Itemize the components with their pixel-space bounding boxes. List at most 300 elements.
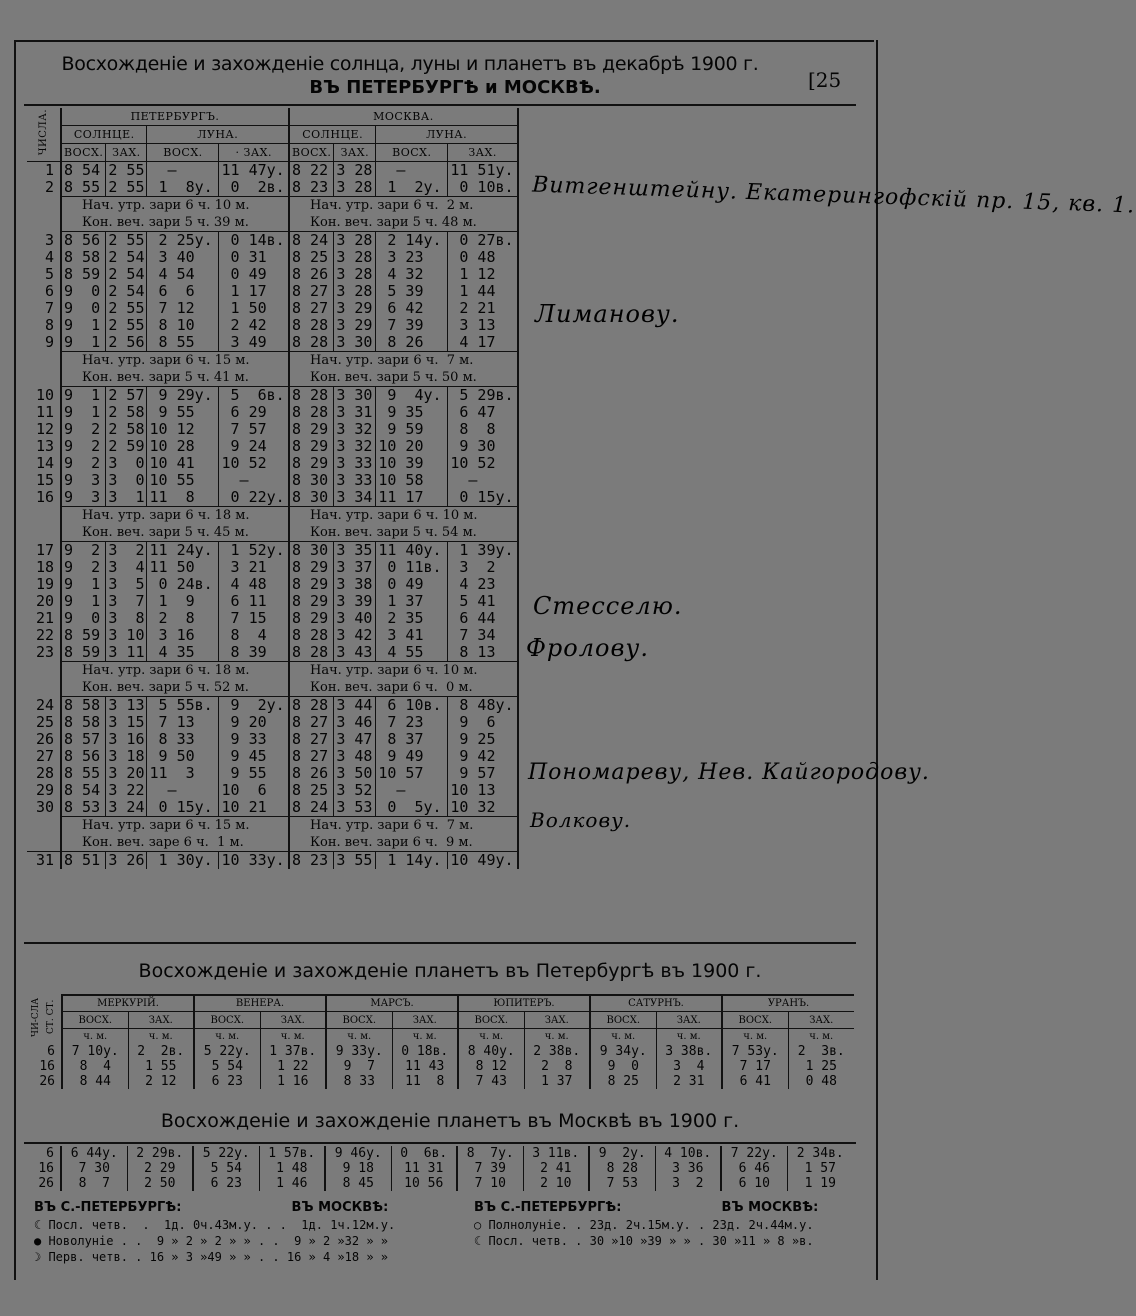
sun-header-spb: СОЛНЦЕ. <box>61 126 147 144</box>
sunset-spb: 2 55 <box>106 317 147 334</box>
day-cell: 9 <box>27 334 61 352</box>
planet-time-cell: 1 57в. <box>259 1146 325 1161</box>
moonset-spb: 2 42 <box>219 317 289 334</box>
rise-header: ВОСХ. <box>194 1012 260 1028</box>
planet-day-cell: 16 <box>27 1059 62 1074</box>
sunrise-moscow: 8 29 <box>289 421 334 438</box>
units-label: ч. м. <box>194 1028 260 1044</box>
moonrise-spb: — <box>147 162 219 180</box>
planet-header: ВЕНЕРА. <box>194 995 326 1012</box>
planet-time-cell: 8 12 <box>458 1059 524 1074</box>
sunset-spb: 2 54 <box>106 249 147 266</box>
moonrise-spb: 1 9 <box>147 593 219 610</box>
sunrise-spb: 9 1 <box>64 386 101 404</box>
moonset-spb: 1 52у. <box>219 542 289 560</box>
sunset-moscow: 3 44 <box>334 697 376 715</box>
sunrise-moscow: 8 28 <box>289 404 334 421</box>
planet-time-cell: 3 11в. <box>523 1146 589 1161</box>
day-cell: 19 <box>27 576 61 593</box>
planet-time-cell: 0 6в. <box>391 1146 457 1161</box>
planet-time-cell: 9 2у. <box>589 1146 655 1161</box>
table-row <box>27 249 518 266</box>
dawn-text-moscow: Кон. веч. зари 5 ч. 50 м. <box>289 369 518 387</box>
planet-time-cell: 1 19 <box>787 1176 853 1191</box>
day-cell <box>27 197 61 215</box>
units-label: ч. м. <box>260 1028 326 1044</box>
moonrise-moscow: 9 4у. <box>376 387 448 405</box>
day-cell: 20 <box>27 593 61 610</box>
sunset-spb: 2 54 <box>106 283 147 300</box>
moonset-spb: — <box>219 472 289 489</box>
moonset-spb: 9 33 <box>219 731 289 748</box>
sunrise-moscow: 8 27 <box>289 300 334 317</box>
handwritten-note: Фролову. <box>526 634 649 662</box>
planet-time-cell: 11 8 <box>392 1074 458 1089</box>
dawn-text-moscow: Кон. веч. зари 5 ч. 48 м. <box>289 214 518 232</box>
sunset-moscow: 3 37 <box>334 559 376 576</box>
moon-header-moscow: ЛУНА. <box>376 126 518 144</box>
planet-time-cell: 7 53 <box>589 1176 655 1191</box>
sunset-moscow: 3 28 <box>334 249 376 266</box>
set-header: ЗАХ. <box>128 1012 194 1028</box>
table-row <box>27 593 518 610</box>
planet-time-cell: 7 10у. <box>71 1044 119 1059</box>
sunrise-spb: 9 3 <box>64 488 101 506</box>
moonset-moscow: 8 13 <box>448 644 518 662</box>
sunset-spb: 3 10 <box>106 627 147 644</box>
moonrise-moscow: 4 55 <box>376 644 448 662</box>
table-row <box>27 748 518 765</box>
planet-time-cell: 4 10в. <box>655 1146 721 1161</box>
moonset-spb: 9 24 <box>219 438 289 455</box>
planet-time-cell: 1 57 <box>787 1161 853 1176</box>
sunrise-moscow: 8 28 <box>289 627 334 644</box>
planet-time-cell: 1 48 <box>259 1161 325 1176</box>
handwritten-note: Стесселю. <box>533 592 683 620</box>
sunrise-spb: 8 59 <box>64 643 101 661</box>
dawn-text-spb: Нач. утр. зари 6 ч. 15 м. <box>61 817 289 835</box>
moonrise-moscow: 7 23 <box>376 714 448 731</box>
dawn-text-moscow: Нач. утр. зари 6 ч. 10 м. <box>289 507 518 525</box>
day-cell: 31 <box>27 852 61 870</box>
moonrise-spb: 0 24в. <box>147 576 219 593</box>
moonrise-spb: 2 25у. <box>147 232 219 250</box>
day-cell: 3 <box>27 232 61 250</box>
planet-row <box>27 1146 853 1161</box>
table-row <box>27 489 518 507</box>
moonrise-spb: 10 28 <box>147 438 219 455</box>
sunset-moscow: 3 29 <box>334 300 376 317</box>
page-title: Восхожденіе и захожденіе солнца, луны и планетъ въ декабрѣ 1900 г. <box>61 53 759 75</box>
day-cell: 14 <box>27 455 61 472</box>
planet-time-cell: 2 29в. <box>127 1146 193 1161</box>
planet-time-cell: 2 31 <box>656 1074 722 1089</box>
planet-time-cell: 2 12 <box>128 1074 194 1089</box>
day-cell: 28 <box>27 765 61 782</box>
moonrise-spb: 10 55 <box>147 472 219 489</box>
handwritten-note: Пономареву, Нев. Кайгородову. <box>528 760 930 785</box>
moonset-moscow: 9 30 <box>448 438 518 455</box>
dawn-row <box>27 352 518 370</box>
sunset-spb: 3 22 <box>106 782 147 799</box>
sunrise-spb: 8 58 <box>64 696 101 714</box>
planet-time-cell: 2 38в. <box>524 1044 590 1059</box>
planet-time-cell: 9 18 <box>325 1161 391 1176</box>
sunset-spb: 2 57 <box>106 387 147 405</box>
moonrise-spb: 4 54 <box>147 266 219 283</box>
sunset-spb: 2 55 <box>106 179 147 197</box>
sunrise-spb: 8 58 <box>64 713 101 731</box>
sunrise-spb: 8 55 <box>64 764 101 782</box>
phases-header: ВЪ С.-ПЕТЕРБУРГѢ: ВЪ МОСКВѢ: <box>34 1200 389 1215</box>
sunrise-moscow: 8 27 <box>289 731 334 748</box>
dawn-text-spb: Нач. утр. зари 6 ч. 15 м. <box>61 352 289 370</box>
handwritten-note: Витгенштейну. Екатерингофскій пр. 15, кв. 1. <box>531 172 1136 219</box>
section-rule <box>24 942 856 944</box>
sunset-moscow: 3 28 <box>334 179 376 197</box>
planet-time-cell: 0 18в. <box>392 1044 458 1059</box>
moonset-spb: 9 20 <box>219 714 289 731</box>
planet-time-cell: 2 8 <box>524 1059 590 1074</box>
table-row <box>27 644 518 662</box>
moonrise-moscow: 6 42 <box>376 300 448 317</box>
planet-time-cell: 2 3в. <box>788 1044 854 1059</box>
planet-time-cell: 1 22 <box>260 1059 326 1074</box>
day-cell: 12 <box>27 421 61 438</box>
moonrise-spb: — <box>147 782 219 799</box>
planet-time-cell: 9 0 <box>590 1059 656 1074</box>
planet-time-cell: 6 10 <box>721 1176 787 1191</box>
sunset-moscow: 3 40 <box>334 610 376 627</box>
day-cell: 2 <box>27 179 61 197</box>
dawn-text-moscow: Кон. веч. зари 5 ч. 54 м. <box>289 524 518 542</box>
moonrise-moscow: 2 14у. <box>376 232 448 250</box>
dawn-text-moscow: Нач. утр. зари 6 ч. 7 м. <box>289 352 518 370</box>
dawn-text-spb: Нач. утр. зари 6 ч. 18 м. <box>61 662 289 680</box>
dawn-row <box>27 817 518 835</box>
sunset-spb: 2 55 <box>106 232 147 250</box>
moonset-spb: 11 47у. <box>219 162 289 180</box>
rise-header: ВОСХ. <box>458 1012 524 1028</box>
day-cell: 22 <box>27 627 61 644</box>
table-row <box>27 317 518 334</box>
moonrise-spb: 1 8у. <box>147 179 219 197</box>
sunset-moscow: 3 28 <box>334 232 376 250</box>
sunrise-spb: 9 1 <box>64 575 101 593</box>
units-label: ч. м. <box>326 1028 392 1044</box>
sunrise-spb: 8 58 <box>64 248 101 266</box>
table-row <box>27 697 518 715</box>
day-cell: 18 <box>27 559 61 576</box>
handwritten-note: Волкову. <box>530 808 632 832</box>
planet-time-cell: 0 48 <box>788 1074 854 1089</box>
planet-time-cell: 8 7 <box>78 1176 110 1191</box>
sun-moon-table <box>27 108 519 869</box>
moonset-spb: 0 49 <box>219 266 289 283</box>
sunset-spb: 3 1 <box>106 489 147 507</box>
table-row <box>27 421 518 438</box>
day-cell: 4 <box>27 249 61 266</box>
sunset-spb: 3 13 <box>106 697 147 715</box>
handwritten-note: Лиманову. <box>535 300 680 328</box>
planet-time-cell: 2 50 <box>127 1176 193 1191</box>
moonset-moscow: 10 49у. <box>448 852 518 870</box>
dawn-row <box>27 197 518 215</box>
day-cell: 15 <box>27 472 61 489</box>
sunrise-moscow: 8 24 <box>289 799 334 817</box>
moonset-spb: 7 15 <box>219 610 289 627</box>
table-row <box>27 232 518 250</box>
table-row <box>27 576 518 593</box>
sunrise-moscow: 8 22 <box>289 162 334 180</box>
moonset-moscow: 1 39у. <box>448 542 518 560</box>
moonset-moscow: 7 34 <box>448 627 518 644</box>
sunrise-spb: 9 2 <box>64 541 101 559</box>
sunrise-spb: 9 0 <box>64 282 101 300</box>
set-header: ЗАХ. <box>448 144 518 162</box>
sunrise-spb: 9 2 <box>64 454 101 472</box>
rise-header: ВОСХ. <box>61 144 106 162</box>
planet-time-cell: 7 17 <box>722 1059 788 1074</box>
day-cell: 13 <box>27 438 61 455</box>
sunset-spb: 2 56 <box>106 334 147 352</box>
phase-row: ○ Полнолуніе. . 23д. 2ч.15м.у. . 23д. 2ч.44м.у. <box>474 1218 814 1232</box>
planet-time-cell: 5 54 <box>193 1161 259 1176</box>
planet-time-cell: 6 44у. <box>70 1146 118 1161</box>
moonrise-moscow: 3 41 <box>376 627 448 644</box>
sunset-moscow: 3 55 <box>334 852 376 870</box>
day-cell: 7 <box>27 300 61 317</box>
day-cell <box>27 214 61 232</box>
table-row <box>27 799 518 817</box>
moonset-spb: 0 31 <box>219 249 289 266</box>
moonset-moscow: 6 47 <box>448 404 518 421</box>
table-row <box>27 559 518 576</box>
planet-time-cell: 7 39 <box>457 1161 523 1176</box>
day-cell <box>27 817 61 835</box>
sunrise-spb: 9 2 <box>64 558 101 576</box>
moonrise-moscow: 11 17 <box>376 489 448 507</box>
sunrise-spb: 8 54 <box>64 781 101 799</box>
dawn-row <box>27 507 518 525</box>
sunset-moscow: 3 48 <box>334 748 376 765</box>
moscow-table-rule <box>24 1142 856 1144</box>
moonset-spb: 8 4 <box>219 627 289 644</box>
table-row <box>27 266 518 283</box>
table-row <box>27 542 518 560</box>
day-cell: 25 <box>27 714 61 731</box>
set-header: ЗАХ. <box>106 144 147 162</box>
dawn-text-spb: Кон. веч. зари 5 ч. 41 м. <box>61 369 289 387</box>
moonrise-moscow: 10 39 <box>376 455 448 472</box>
sunset-spb: 3 26 <box>106 852 147 870</box>
planet-day-cell: 6 <box>27 1146 61 1161</box>
day-cell: 5 <box>27 266 61 283</box>
day-cell: 24 <box>27 697 61 715</box>
sunset-moscow: 3 46 <box>334 714 376 731</box>
planet-day-cell: 26 <box>27 1176 61 1191</box>
moonset-spb: 6 29 <box>219 404 289 421</box>
moonrise-moscow: 6 10в. <box>376 697 448 715</box>
moon-header-spb: ЛУНА. <box>147 126 289 144</box>
table-row <box>27 387 518 405</box>
moonset-moscow: 10 52 <box>448 455 518 472</box>
units-label: ч. м. <box>722 1028 788 1044</box>
planet-time-cell: 8 28 <box>589 1161 655 1176</box>
planet-time-cell: 6 46 <box>721 1161 787 1176</box>
moonrise-spb: 11 24у. <box>147 542 219 560</box>
sunset-moscow: 3 29 <box>334 317 376 334</box>
table-row <box>27 455 518 472</box>
page-number: [25 <box>808 68 842 92</box>
city-header-spb: ПЕТЕРБУРГЪ. <box>61 108 289 126</box>
dawn-text-spb: Кон. веч. заре 6 ч. 1 м. <box>61 834 289 852</box>
sunrise-moscow: 8 30 <box>289 489 334 507</box>
sunset-moscow: 3 28 <box>334 266 376 283</box>
phase-row: ☾ Посл. четв. . 1д. 0ч.43м.у. . . 1д. 1ч.12м.у. <box>34 1218 396 1232</box>
units-label: ч. м. <box>788 1028 854 1044</box>
moonrise-spb: 7 12 <box>147 300 219 317</box>
dawn-text-spb: Нач. утр. зари 6 ч. 10 м. <box>61 197 289 215</box>
dawn-text-moscow: Кон. веч. зари 6 ч. 0 м. <box>289 679 518 697</box>
day-cell <box>27 662 61 680</box>
sunrise-spb: 9 1 <box>64 333 101 351</box>
units-label: ч. м. <box>590 1028 656 1044</box>
table-row <box>27 300 518 317</box>
planet-time-cell: 8 25 <box>590 1074 656 1089</box>
moonrise-moscow: 9 35 <box>376 404 448 421</box>
sunrise-spb: 8 54 <box>64 161 101 179</box>
sunrise-spb: 8 59 <box>64 626 101 644</box>
sunset-spb: 3 11 <box>106 644 147 662</box>
moonset-moscow: 9 57 <box>448 765 518 782</box>
planet-time-cell: 11 31 <box>391 1161 457 1176</box>
rise-header: ВОСХ. <box>62 1012 128 1028</box>
moonset-spb: 10 33у. <box>219 852 289 870</box>
phases-header: ВЪ С.-ПЕТЕРБУРГѢ: ВЪ МОСКВѢ: <box>474 1200 819 1215</box>
moonrise-spb: 11 3 <box>147 765 219 782</box>
planet-time-cell: 9 7 <box>326 1059 392 1074</box>
table-row <box>27 714 518 731</box>
sunrise-moscow: 8 23 <box>289 852 334 870</box>
units-label: ч. м. <box>83 1030 108 1042</box>
moonrise-moscow: 10 20 <box>376 438 448 455</box>
dawn-text-spb: Кон. веч. зари 5 ч. 45 м. <box>61 524 289 542</box>
dawn-row <box>27 524 518 542</box>
sunrise-moscow: 8 29 <box>289 576 334 593</box>
sunset-spb: 2 58 <box>106 404 147 421</box>
sunset-moscow: 3 43 <box>334 644 376 662</box>
planet-time-cell: 7 22у. <box>721 1146 787 1161</box>
sunrise-spb: 8 53 <box>64 798 101 816</box>
dawn-row <box>27 214 518 232</box>
sunset-spb: 3 16 <box>106 731 147 748</box>
sunrise-moscow: 8 27 <box>289 714 334 731</box>
moonrise-spb: 4 35 <box>147 644 219 662</box>
planet-time-cell: 5 22у. <box>194 1044 260 1059</box>
sunrise-moscow: 8 25 <box>289 249 334 266</box>
table-row <box>27 610 518 627</box>
moonrise-spb: 10 12 <box>147 421 219 438</box>
table-row <box>27 438 518 455</box>
planet-time-cell: 9 34у. <box>590 1044 656 1059</box>
day-cell: 8 <box>27 317 61 334</box>
moonset-spb: 0 22у. <box>219 489 289 507</box>
table-row <box>27 472 518 489</box>
moonset-spb: 5 6в. <box>219 387 289 405</box>
sunrise-moscow: 8 27 <box>289 748 334 765</box>
rise-header: ВОСХ. <box>722 1012 788 1028</box>
moonrise-moscow: 8 26 <box>376 334 448 352</box>
moonrise-moscow: 10 58 <box>376 472 448 489</box>
dawn-text-moscow: Нач. утр. зари 6 ч. 10 м. <box>289 662 518 680</box>
moonset-moscow: 1 12 <box>448 266 518 283</box>
sunset-spb: 2 54 <box>106 266 147 283</box>
day-cell: 11 <box>27 404 61 421</box>
sunrise-moscow: 8 23 <box>289 179 334 197</box>
moonset-spb: 10 6 <box>219 782 289 799</box>
sunrise-moscow: 8 28 <box>289 697 334 715</box>
planet-time-cell: 8 33 <box>326 1074 392 1089</box>
moonset-moscow: 6 44 <box>448 610 518 627</box>
moonset-moscow: 3 13 <box>448 317 518 334</box>
planet-time-cell: 8 7у. <box>457 1146 523 1161</box>
planet-time-cell: 1 37 <box>524 1074 590 1089</box>
sunrise-spb: 8 59 <box>64 265 101 283</box>
dawn-text-moscow: Кон. веч. зари 6 ч. 9 м. <box>289 834 518 852</box>
moonset-moscow: 11 51у. <box>448 162 518 180</box>
planet-day-cell: 26 <box>27 1074 62 1089</box>
sunrise-moscow: 8 26 <box>289 765 334 782</box>
moonrise-moscow: — <box>376 162 448 180</box>
planet-time-cell: 2 41 <box>523 1161 589 1176</box>
moonset-spb: 6 11 <box>219 593 289 610</box>
sunrise-spb: 8 51 <box>61 852 106 870</box>
day-cell <box>27 524 61 542</box>
moonset-moscow: 1 44 <box>448 283 518 300</box>
table-row <box>27 283 518 300</box>
sunset-moscow: 3 32 <box>334 421 376 438</box>
planet-day-header: ЧИ-СЛА СТ. СТ. <box>27 995 62 1044</box>
planet-time-cell: 8 45 <box>325 1176 391 1191</box>
moonset-moscow: 5 29в. <box>448 387 518 405</box>
moonset-moscow: 0 48 <box>448 249 518 266</box>
sunrise-moscow: 8 28 <box>289 317 334 334</box>
day-cell: 16 <box>27 489 61 507</box>
day-cell: 17 <box>27 542 61 560</box>
planet-time-cell: 7 43 <box>458 1074 524 1089</box>
planet-time-cell: 10 56 <box>391 1176 457 1191</box>
moonrise-moscow: 7 39 <box>376 317 448 334</box>
sunset-spb: 3 15 <box>106 714 147 731</box>
moonrise-moscow: 9 49 <box>376 748 448 765</box>
sunrise-spb: 9 1 <box>64 316 101 334</box>
rise-header: ВОСХ. <box>376 144 448 162</box>
sunset-spb: 3 24 <box>106 799 147 817</box>
moonset-spb: 10 52 <box>219 455 289 472</box>
phase-row: ● Новолуніе . . 9 » 2 » 2 » » . . 9 » 2 »32 » » <box>34 1234 389 1248</box>
moonset-spb: 3 49 <box>219 334 289 352</box>
sunrise-moscow: 8 29 <box>289 610 334 627</box>
planet-day-cell: 6 <box>27 1044 62 1059</box>
phase-row: ☽ Перв. четв. . 16 » 3 »49 » » . . 16 » 4 »18 » » <box>34 1250 389 1264</box>
set-header: ЗАХ. <box>392 1012 458 1028</box>
moonset-moscow: 0 27в. <box>448 232 518 250</box>
moonset-spb: 0 2в. <box>219 179 289 197</box>
moonrise-spb: 9 29у. <box>147 387 219 405</box>
planet-time-cell: 2 29 <box>127 1161 193 1176</box>
set-header: · ЗАХ. <box>219 144 289 162</box>
